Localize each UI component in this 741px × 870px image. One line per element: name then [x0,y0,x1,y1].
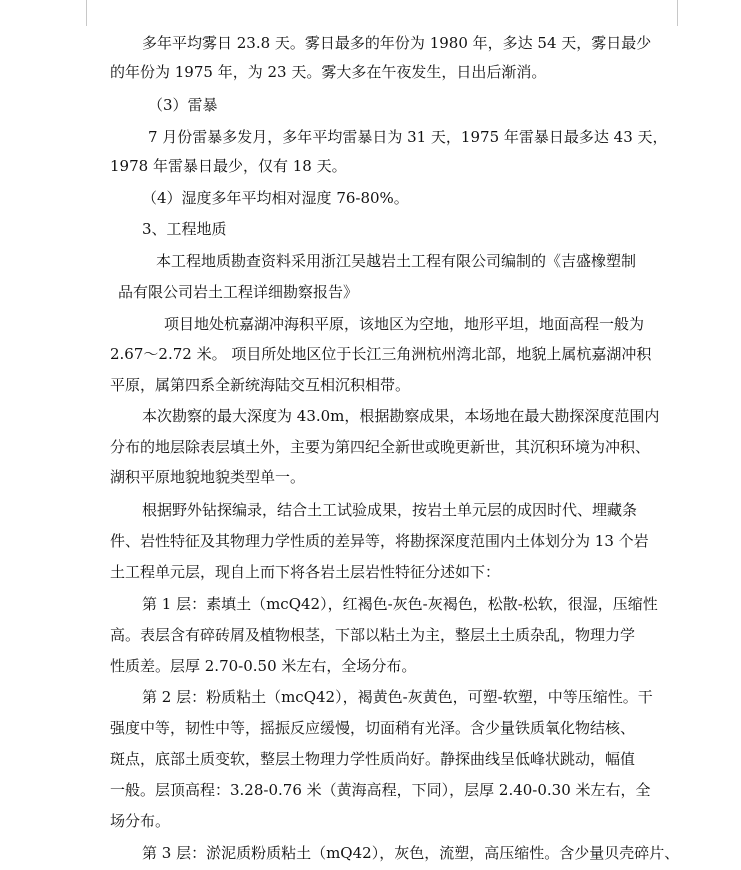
paragraph-line: 高。表层含有碎砖屑及植物根茎，下部以粘土为主，整层土土质杂乱，物理力学 [110,626,636,644]
paragraph-line: 7 月份雷暴多发月，多年平均雷暴日为 31 天，1975 年雷暴日最多达 43 天， [148,128,668,146]
paragraph-line: 分布的地层除表层填土外，主要为第四纪全新世或晚更新世，其沉积环境为冲积、 [110,438,651,456]
crop-mark-top-left [86,0,87,26]
paragraph-line: 品有限公司岩土工程详细勘察报告》 [118,283,359,301]
paragraph-line: （4）湿度多年平均相对湿度 76-80%。 [142,189,409,207]
paragraph-line: 第 2 层：粉质粘土（mcQ42），褐黄色-灰黄色，可塑-软塑，中等压缩性。干 [142,688,653,706]
paragraph-line: 一般。层顶高程：3.28-0.76 米（黄海高程，下同），层厚 2.40-0.30 米左右，全 [110,781,651,799]
paragraph-line: 场分布。 [110,812,171,830]
paragraph-line: 项目地处杭嘉湖冲海积平原，该地区为空地，地形平坦，地面高程一般为 [164,315,645,333]
crop-mark-top-right [677,0,678,26]
paragraph-line: 湖积平原地貌地貌类型单一。 [110,468,306,486]
paragraph-line: 件、岩性特征及其物理力学性质的差异等，将勘探深度范围内土体划分为 13 个岩 [110,532,649,550]
paragraph-line: 平原，属第四系全新统海陆交互相沉积相带。 [110,376,411,394]
paragraph-line: 本工程地质勘查资料采用浙江吴越岩土工程有限公司编制的《吉盛橡塑制 [156,252,637,270]
section-heading: 3、工程地质 [142,220,227,238]
paragraph-line: （3）雷暴 [148,96,218,114]
paragraph-line: 第 1 层：素填土（mcQ42），红褐色-灰色-灰褐色，松散-松软，很湿，压缩性 [142,595,658,613]
paragraph-line: 的年份为 1975 年，为 23 天。雾大多在午夜发生，日出后渐消。 [110,63,547,81]
paragraph-line: 2.67～2.72 米。 项目所处地区位于长江三角洲杭州湾北部，地貌上属杭嘉湖冲积 [110,345,652,363]
paragraph-line: 斑点，底部土质变软，整层土物理力学性质尚好。静探曲线呈低峰状跳动，幅值 [110,750,636,768]
paragraph-line: 根据野外钻探编录，结合土工试验成果，按岩土单元层的成因时代、埋藏条 [142,501,638,519]
paragraph-line: 第 3 层：淤泥质粉质粘土（mQ42），灰色，流塑，高压缩性。含少量贝壳碎片、 [142,844,680,862]
paragraph-line: 1978 年雷暴日最少，仅有 18 天。 [110,157,347,175]
paragraph-line: 土工程单元层，现自上而下将各岩土层岩性特征分述如下： [110,563,501,581]
paragraph-line: 本次勘察的最大深度为 43.0m，根据勘察成果，本场地在最大勘探深度范围内 [142,407,660,425]
paragraph-line: 强度中等，韧性中等，摇振反应缓慢，切面稍有光泽。含少量铁质氧化物结核、 [110,719,636,737]
paragraph-line: 多年平均雾日 23.8 天。雾日最多的年份为 1980 年，多达 54 天，雾日最少 [142,34,652,52]
paragraph-line: 性质差。层厚 2.70-0.50 米左右，全场分布。 [110,657,417,675]
